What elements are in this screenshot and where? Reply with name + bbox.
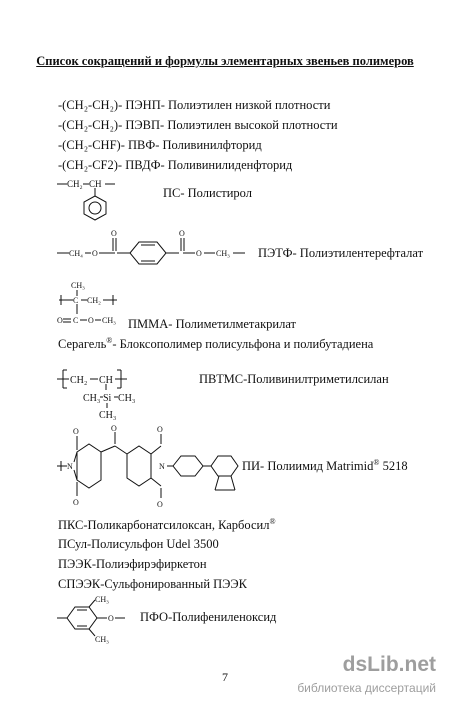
svg-text:O: O: [111, 229, 117, 238]
pi-name: ПИ- Полиимид Matrimid: [242, 459, 374, 474]
svg-text:CH₃: CH₃: [95, 635, 109, 644]
svg-text:O: O: [73, 427, 79, 436]
svg-text:O: O: [108, 614, 114, 623]
row-ldpe: [58, 98, 330, 113]
pvtms-structure: [55, 366, 185, 422]
svg-text:CH: CH: [99, 375, 113, 386]
row-pvdf: [58, 158, 292, 173]
ps-label: ПС- Полистирол: [163, 186, 252, 200]
registered-mark: ®: [373, 458, 380, 467]
svg-text:N: N: [67, 462, 73, 471]
svg-text:CH₂: CH₂: [70, 375, 88, 386]
row-text: ПЭЭК-Полиэфирэфиркетон: [58, 557, 207, 571]
row-peek: [58, 557, 207, 572]
seragel-desc: - Блоксополимер полисульфона и полибутадиена: [112, 337, 374, 352]
row-pvf: [58, 138, 262, 153]
pi-grade: 5218: [382, 459, 408, 474]
svg-text:CH₃: CH₃: [83, 393, 101, 404]
row-text: ПЭНП- Полиэтилен низкой плотности: [125, 98, 331, 112]
svg-text:CH₃: CH₃: [118, 393, 136, 404]
watermark-logo: dsLib.net: [342, 653, 436, 676]
page-number: 7: [222, 670, 228, 684]
svg-text:Si: Si: [103, 393, 112, 404]
svg-text:CH: CH: [89, 179, 102, 189]
polystyrene-structure: [55, 176, 135, 228]
svg-text:O: O: [157, 500, 163, 509]
svg-text:O: O: [92, 249, 98, 258]
watermark-subtitle: библиотека диссертаций: [297, 681, 436, 695]
registered-mark: ®: [106, 336, 113, 345]
svg-text:CH₂: CH₂: [67, 179, 83, 189]
row-hdpe: [58, 118, 338, 133]
svg-text:CH₃: CH₃: [99, 410, 117, 421]
svg-text:O: O: [196, 249, 202, 258]
pet-label: ПЭТФ- Полиэтилентерефталат: [258, 246, 424, 260]
svg-text:C: C: [73, 316, 79, 325]
formula: -(CH₂-CH₂)-: [58, 98, 123, 112]
pmma-label: ПММА- Полиметилметакрилат: [128, 317, 297, 331]
row-pks: [58, 517, 276, 533]
formula: -(CH₂-CH₂)-: [58, 118, 123, 132]
polyimide-structure: [55, 424, 245, 510]
svg-text:N: N: [159, 462, 165, 471]
formula: -(CH₂-CHF)-: [58, 138, 125, 152]
pvtms-label: ПВТМС-Поливинилтриметилсилан: [199, 372, 389, 386]
svg-text:CH₃: CH₃: [216, 249, 230, 258]
row-text: ПВДФ- Поливинилиденфторид: [125, 158, 293, 172]
pet-structure: [55, 228, 250, 272]
svg-text:CH₄: CH₄: [69, 249, 83, 258]
svg-text:O: O: [88, 316, 94, 325]
svg-text:O: O: [179, 229, 185, 238]
row-psul: [58, 537, 219, 552]
row-text: ПВФ- Поливинилфторид: [127, 138, 262, 152]
formula: -(CH₂-CF2)-: [58, 158, 123, 172]
svg-text:O: O: [57, 316, 63, 325]
ppo-label: ПФО-Полифениленоксид: [140, 610, 277, 624]
svg-text:CH₃: CH₃: [71, 281, 85, 290]
svg-text:CH₃: CH₃: [102, 316, 116, 325]
row-text: СПЭЭК-Сульфонированный ПЭЭК: [58, 577, 248, 591]
row-seragel: [58, 336, 373, 352]
page-title: Список сокращений и формулы элементарных звеньев полимеров: [36, 54, 414, 68]
svg-text:O: O: [157, 425, 163, 434]
registered-mark: ®: [269, 517, 276, 526]
seragel-name: Серагель: [58, 337, 107, 352]
svg-text:CH₂: CH₂: [87, 296, 101, 305]
svg-text:O: O: [111, 424, 117, 433]
row-text: ПКС-Поликарбонатсилоксан, Карбосил: [58, 518, 270, 533]
svg-text:CH₃: CH₃: [95, 595, 109, 604]
row-text: ПСул-Полисульфон Udel 3500: [58, 537, 219, 551]
row-text: ПЭВП- Полиэтилен высокой плотности: [125, 118, 338, 132]
svg-text:O: O: [73, 498, 79, 507]
row-speek: [58, 577, 247, 592]
pi-label: [242, 458, 408, 474]
svg-text:C: C: [73, 296, 79, 305]
